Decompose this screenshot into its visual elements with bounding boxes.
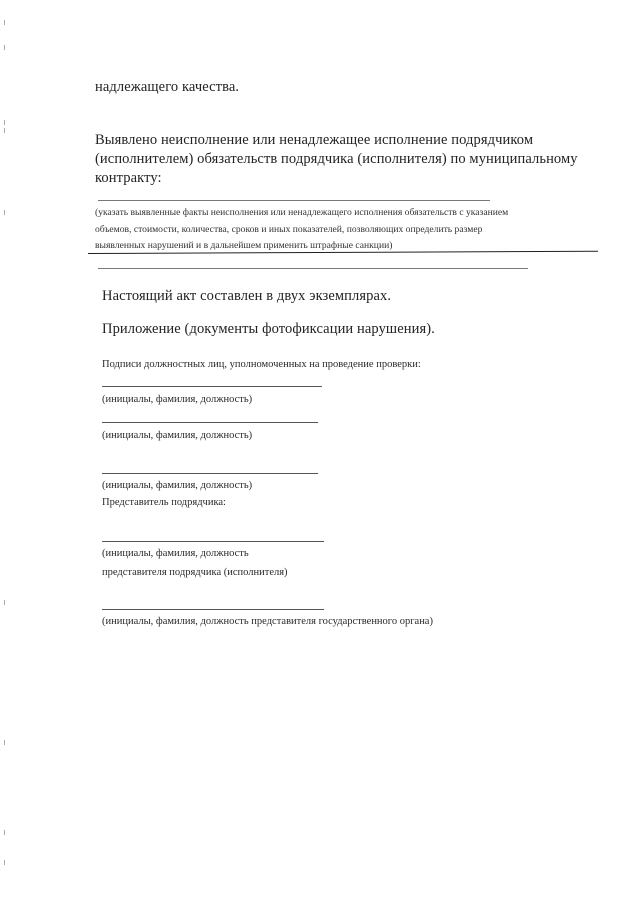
contractor-caption-line-2: представителя подрядчика (исполнителя): [102, 567, 288, 578]
violation-entry-line: [98, 200, 490, 201]
signature-line-2: [102, 422, 318, 423]
copies-statement: Настоящий акт составлен в двух экземплярах.: [102, 288, 392, 304]
signature-line-3: [102, 473, 318, 474]
contractor-signature-line: [102, 541, 324, 542]
violation-entry-line-2: [98, 268, 528, 269]
signature-caption-2: (инициалы, фамилия, должность): [102, 430, 253, 441]
gov-rep-caption: (инициалы, фамилия, должность представителя государственного органа): [102, 616, 433, 627]
signature-caption-1: (инициалы, фамилия, должность): [102, 394, 253, 405]
gov-rep-signature-line: [102, 609, 324, 610]
violation-underline: [88, 251, 598, 254]
violation-para-line-2: (исполнителем) обязательств подрядчика (исполнителя) по муниципальному: [95, 151, 578, 167]
signatures-heading: Подписи должностных лиц, уполномоченных на проведение проверки:: [102, 359, 421, 370]
violation-hint-line-1: (указать выявленные факты неисполнения или ненадлежащего исполнения обязательств с указанием: [95, 207, 509, 218]
violation-para-line-1: Выявлено неисполнение или ненадлежащее исполнение подрядчиком: [95, 132, 534, 148]
violation-hint-line-2: объемов, стоимости, количества, сроков и иных показателей, позволяющих определить размер: [95, 224, 483, 235]
contractor-rep-heading: Представитель подрядчика:: [102, 497, 226, 508]
attachment-note: Приложение (документы фотофиксации нарушения).: [102, 321, 435, 337]
signature-caption-3: (инициалы, фамилия, должность): [102, 480, 253, 491]
violation-para-line-3: контракту:: [95, 170, 162, 186]
signature-line-1: [102, 386, 322, 387]
line-continuation: надлежащего качества.: [95, 79, 240, 95]
contractor-caption-line-1: (инициалы, фамилия, должность: [102, 548, 249, 559]
violation-hint-line-3: выявленных нарушений и в дальнейшем применить штрафные санкции): [95, 240, 393, 251]
